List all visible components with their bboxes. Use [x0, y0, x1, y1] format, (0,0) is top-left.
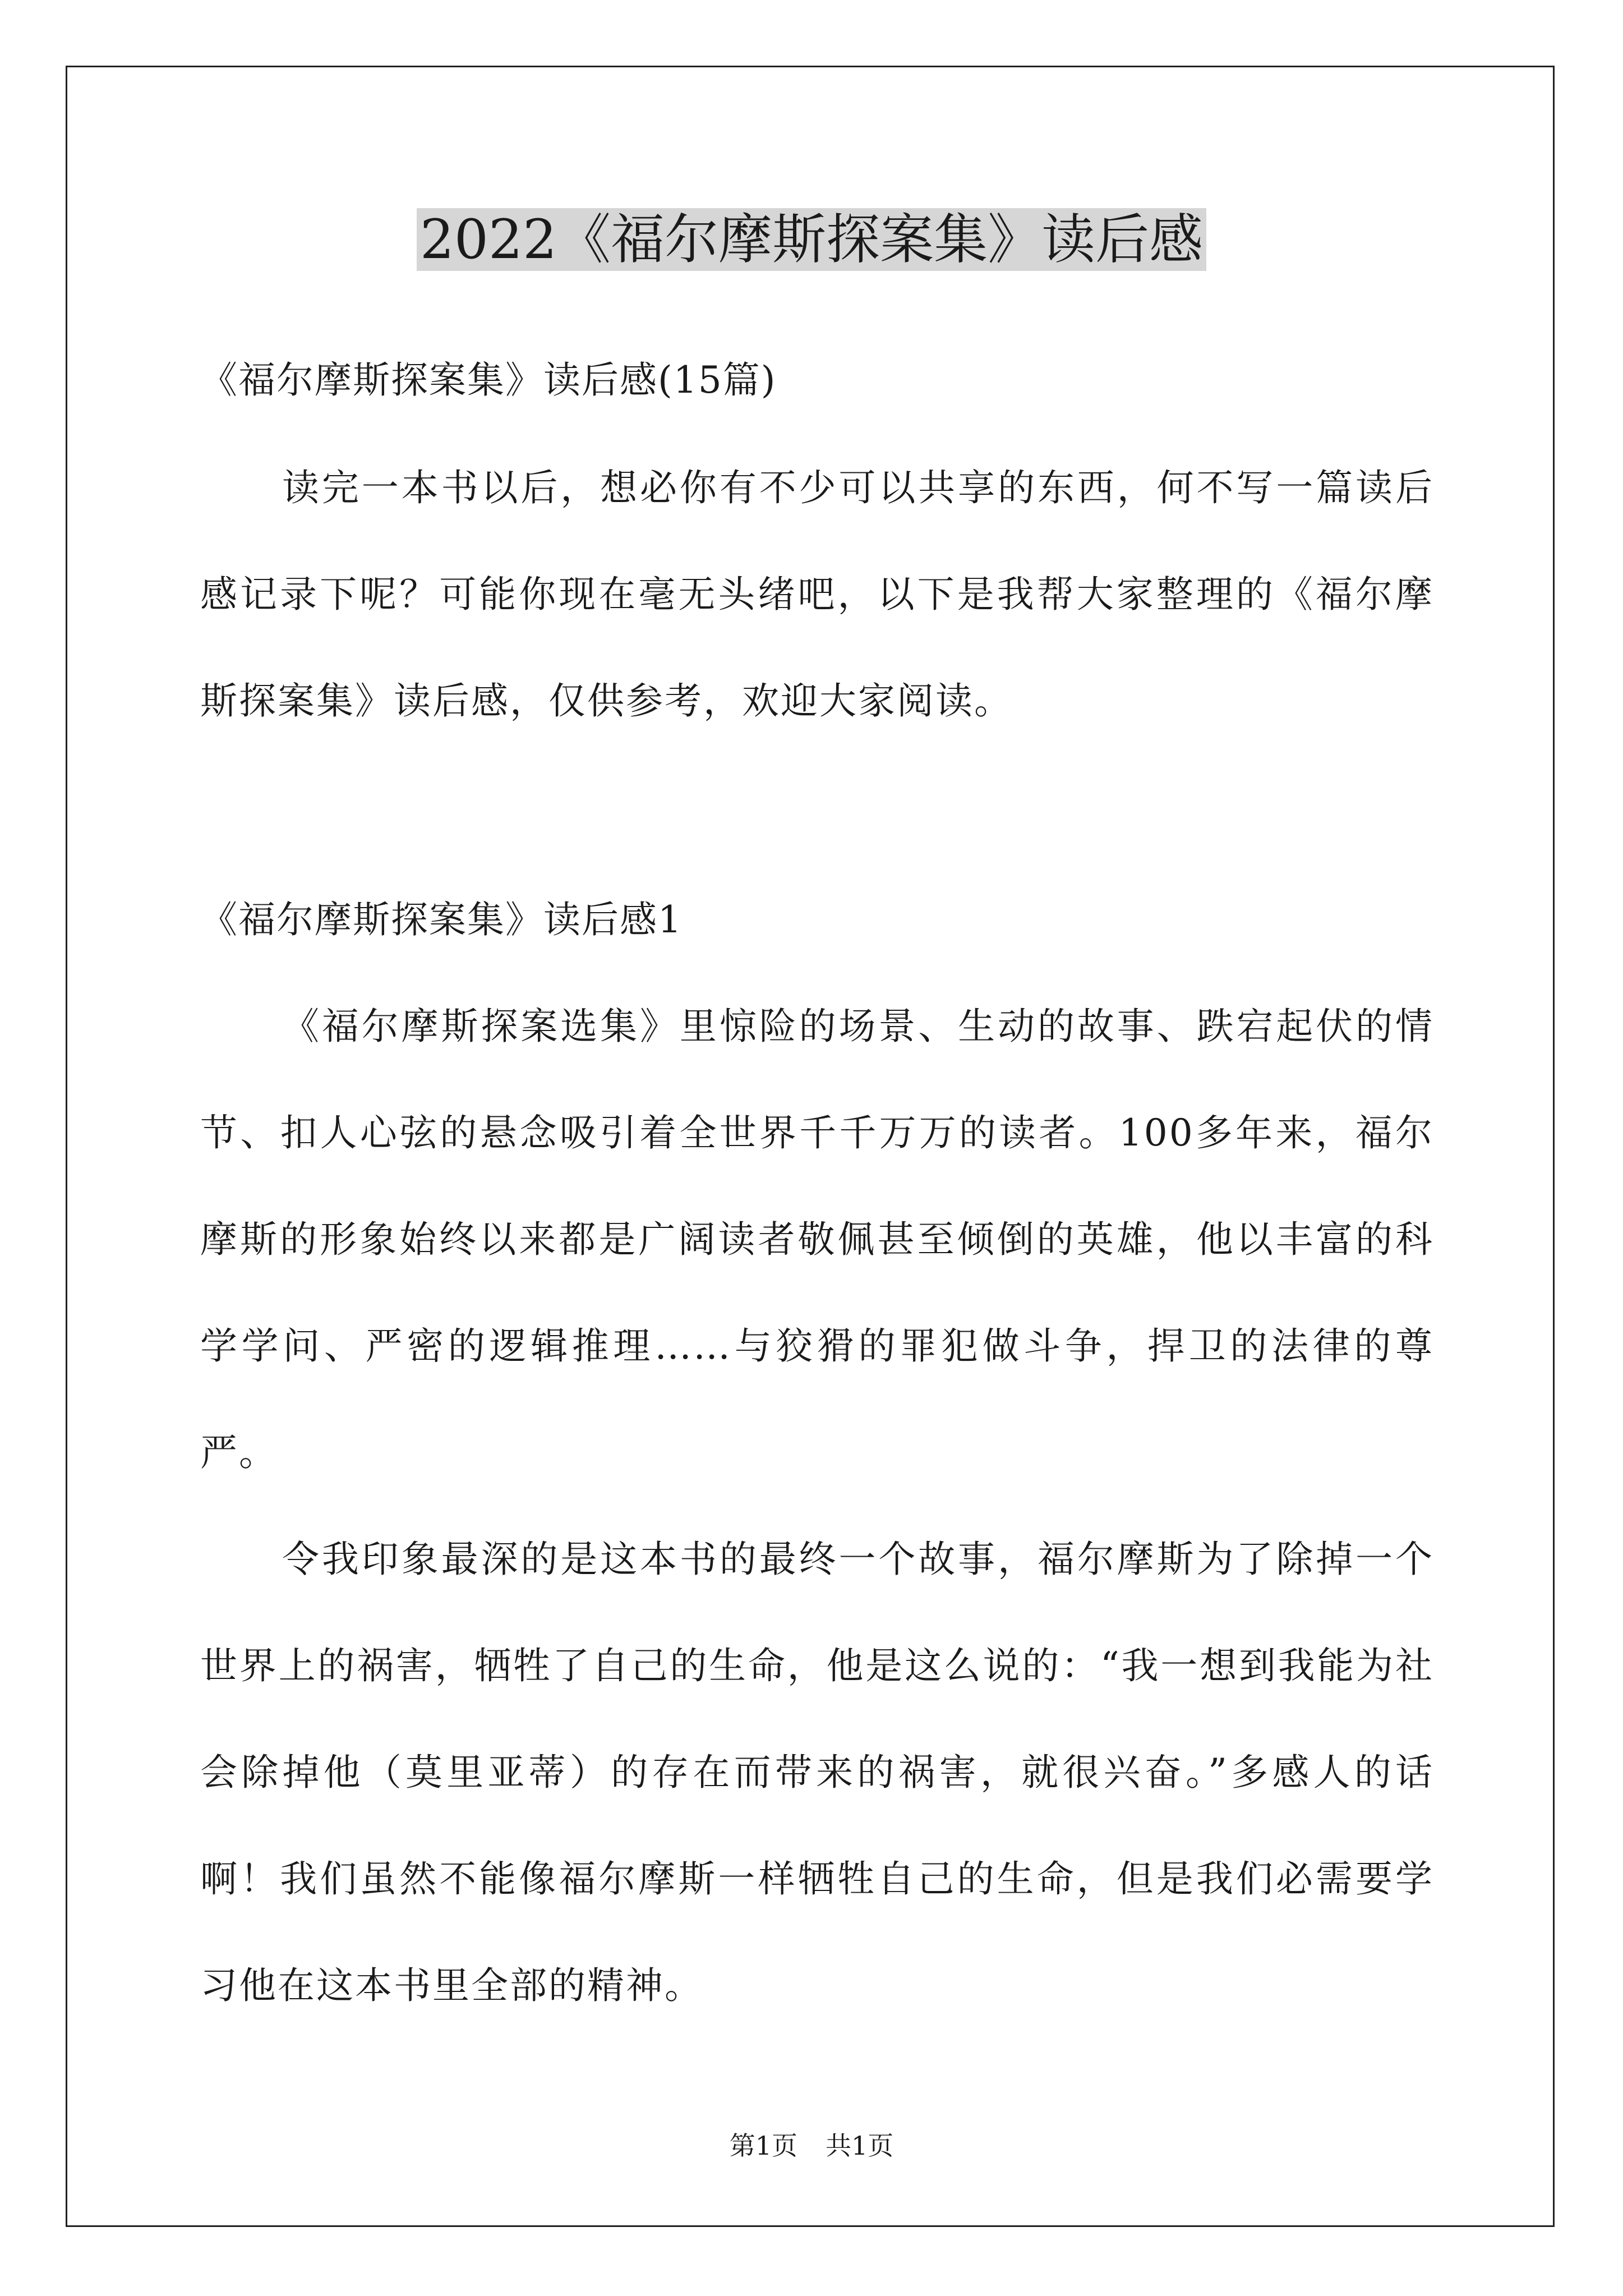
- document-subtitle: 《福尔摩斯探案集》读后感(15篇): [200, 358, 777, 402]
- body-paragraph-1: 《福尔摩斯探案选集》里惊险的场景、生动的故事、跌宕起伏的情节、扣人心弦的悬念吸引着全世界千千万万的读者。100多年来，福尔摩斯的形象始终以来都是广阔读者敬佩甚至倾倒的英雄，他以丰富的科学学问、严密的逻辑推理……与狡猾的罪犯做斗争，捍卫的法律的尊严。: [200, 1005, 1434, 1474]
- section-heading: 《福尔摩斯探案集》读后感1: [200, 898, 683, 941]
- page-footer: [0, 2129, 1623, 2162]
- page-total: 共1页: [826, 2131, 894, 2161]
- intro-paragraph: 读完一本书以后，想必你有不少可以共享的东西，何不写一篇读后感记录下呢？可能你现在毫无头绪吧，以下是我帮大家整理的《福尔摩斯探案集》读后感，仅供参考，欢迎大家阅读。: [200, 466, 1434, 723]
- document-title: [0, 203, 1623, 276]
- body-paragraph-2: 令我印象最深的是这本书的最终一个故事，福尔摩斯为了除掉一个世界上的祸害，牺牲了自己的生命，他是这么说的：“我一想到我能为社会除掉他（莫里亚蒂）的存在而带来的祸害，就很兴奋。”多感人的话啊！我们虽然不能像福尔摩斯一样牺牲自己的生命，但是我们必需要学习他在这本书里全部的精神。: [200, 1538, 1434, 2007]
- page-number: 第1页: [729, 2131, 797, 2161]
- document-title-text: 2022《福尔摩斯探案集》读后感: [417, 208, 1206, 271]
